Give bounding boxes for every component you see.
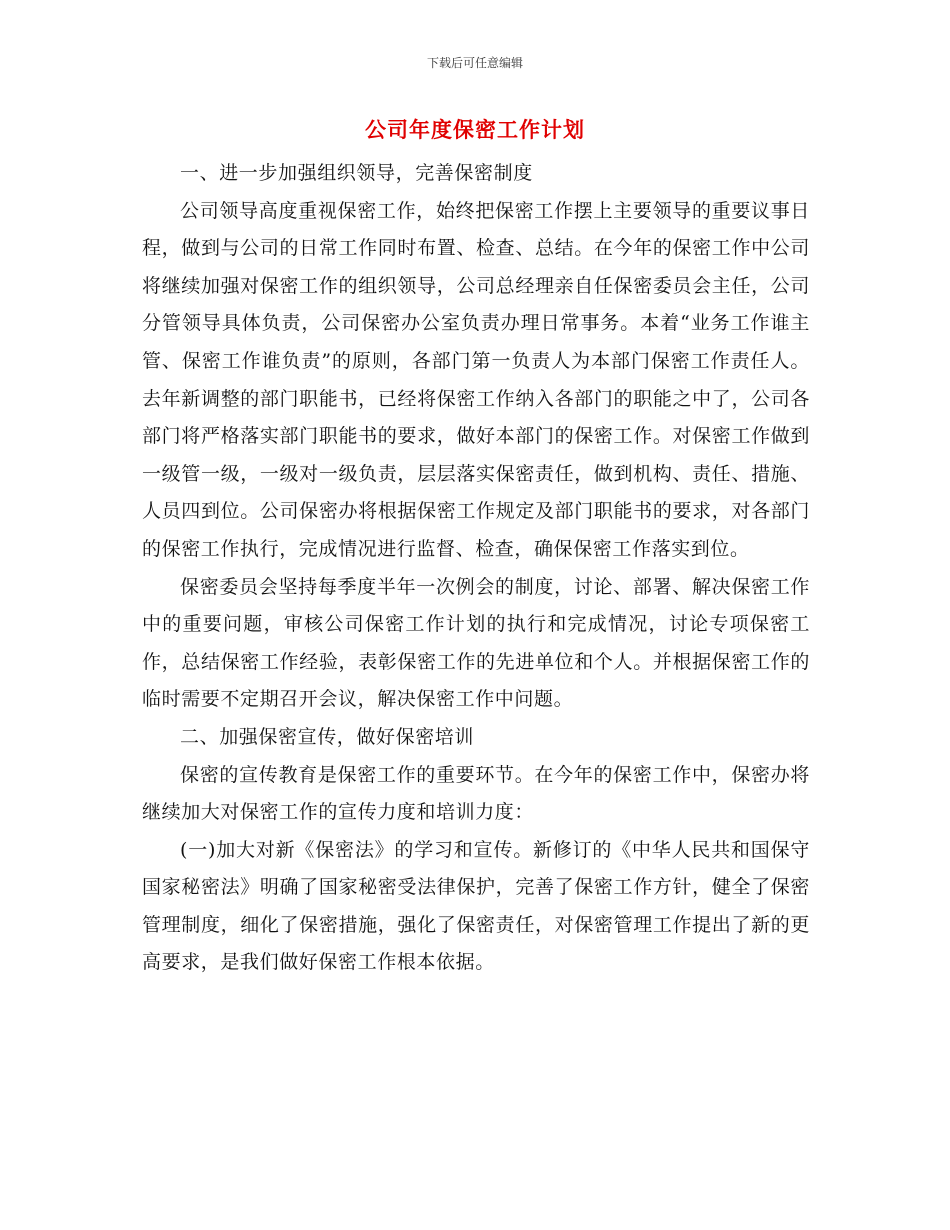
document-title: 公司年度保密工作计划 (365, 118, 585, 142)
paragraph-3: 保密的宣传教育是保密工作的重要环节。在今年的保密工作中，保密办将继续加大对保密工作的宣传力度和培训力度： (142, 763, 810, 824)
section-heading-1: 一、进一步加强组织领导，完善保密制度 (180, 162, 533, 184)
document-body (142, 155, 810, 982)
paragraph-4: (一)加大对新《保密法》的学习和宣传。新修订的《中华人民共和国保守国家秘密法》明确了国家秘密受法律保护，完善了保密工作方针，健全了保密管理制度，细化了保密措施，强化了保密责任，对保密管理工作提出了新的更高要求，是我们做好保密工作根本依据。 (142, 838, 810, 974)
paragraph-2: 保密委员会坚持每季度半年一次例会的制度，讨论、部署、解决保密工作中的重要问题，审核公司保密工作计划的执行和完成情况，讨论专项保密工作，总结保密工作经验，表彰保密工作的先进单位和个人。并根据保密工作的临时需要不定期召开会议，解决保密工作中问题。 (142, 575, 810, 711)
paragraph-1: 公司领导高度重视保密工作，始终把保密工作摆上主要领导的重要议事日程，做到与公司的日常工作同时布置、检查、总结。在今年的保密工作中公司将继续加强对保密工作的组织领导，公司总经理亲自任保密委员会主任，公司分管领导具体负责，公司保密办公室负责办理日常事务。本着“业务工作谁主管、保密工作谁负责”的原则，各部门第一负责人为本部门保密工作责任人。去年新调整的部门职能书，已经将保密工作纳入各部门的职能之中了，公司各部门将严格落实部门职能书的要求，做好本部门的保密工作。对保密工作做到一级管一级，一级对一级负责，层层落实保密责任，做到机构、责任、措施、人员四到位。公司保密办将根据保密工作规定及部门职能书的要求，对各部门的保密工作执行，完成情况进行监督、检查，确保保密工作落实到位。 (142, 199, 810, 560)
header-note: 下载后可任意编辑 (426, 56, 523, 70)
section-heading-2: 二、加强保密宣传，做好保密培训 (180, 725, 475, 748)
